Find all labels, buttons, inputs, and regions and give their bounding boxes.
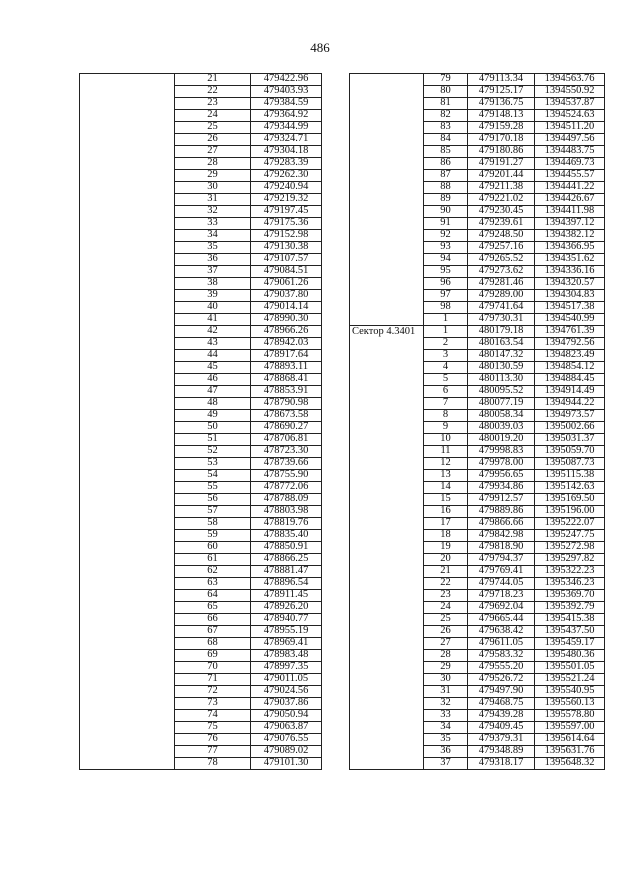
coordinate-y: 1394382.12 xyxy=(535,230,605,242)
coordinate-x: 478772.06 xyxy=(251,482,322,494)
coordinate-y: 1394761.39 xyxy=(535,326,605,338)
coordinate-y: 1395415.38 xyxy=(535,614,605,626)
coordinate-x: 479555.20 xyxy=(468,662,535,674)
coordinate-y: 1394351.62 xyxy=(535,254,605,266)
point-number: 76 xyxy=(175,734,251,746)
coordinate-x: 479024.56 xyxy=(251,686,322,698)
point-number: 6 xyxy=(424,386,468,398)
coordinate-y: 1395196.00 xyxy=(535,506,605,518)
coordinate-x: 480019.20 xyxy=(468,434,535,446)
coordinate-x: 479180.86 xyxy=(468,146,535,158)
coordinate-x: 479136.75 xyxy=(468,98,535,110)
coordinate-x: 479191.27 xyxy=(468,158,535,170)
coordinate-y: 1394397.12 xyxy=(535,218,605,230)
coordinate-x: 478819.76 xyxy=(251,518,322,530)
coordinate-y: 1395247.75 xyxy=(535,530,605,542)
coordinate-x: 479324.71 xyxy=(251,134,322,146)
point-number: 15 xyxy=(424,494,468,506)
coordinate-x: 479152.98 xyxy=(251,230,322,242)
coordinate-y: 1395521.24 xyxy=(535,674,605,686)
point-number: 24 xyxy=(175,110,251,122)
point-number: 26 xyxy=(424,626,468,638)
coordinate-y: 1395031.37 xyxy=(535,434,605,446)
coordinate-x: 478917.64 xyxy=(251,350,322,362)
point-number: 46 xyxy=(175,374,251,386)
coordinate-y: 1394563.76 xyxy=(535,74,605,86)
point-number: 29 xyxy=(424,662,468,674)
coordinate-x: 478723.30 xyxy=(251,446,322,458)
coordinate-y: 1394304.83 xyxy=(535,290,605,302)
point-number: 21 xyxy=(175,74,251,86)
coordinate-y: 1395346.23 xyxy=(535,578,605,590)
coordinate-y: 1394441.22 xyxy=(535,182,605,194)
coordinate-x: 478706.81 xyxy=(251,434,322,446)
point-number: 23 xyxy=(424,590,468,602)
coordinate-x: 478690.27 xyxy=(251,422,322,434)
coordinate-x: 478896.54 xyxy=(251,578,322,590)
coordinate-x: 478911.45 xyxy=(251,590,322,602)
point-number: 90 xyxy=(424,206,468,218)
coordinate-y: 1395222.07 xyxy=(535,518,605,530)
coordinate-x: 479219.32 xyxy=(251,194,322,206)
point-number: 30 xyxy=(175,182,251,194)
point-number: 58 xyxy=(175,518,251,530)
coordinate-y: 1394944.22 xyxy=(535,398,605,410)
coordinate-x: 479283.39 xyxy=(251,158,322,170)
point-number: 27 xyxy=(175,146,251,158)
coordinate-x: 479265.52 xyxy=(468,254,535,266)
coordinate-y: 1394483.75 xyxy=(535,146,605,158)
point-number: 70 xyxy=(175,662,251,674)
coordinate-y: 1395540.95 xyxy=(535,686,605,698)
point-number: 23 xyxy=(175,98,251,110)
point-number: 94 xyxy=(424,254,468,266)
point-number: 92 xyxy=(424,230,468,242)
coordinate-y: 1395142.63 xyxy=(535,482,605,494)
point-number: 65 xyxy=(175,602,251,614)
coordinate-x: 480095.52 xyxy=(468,386,535,398)
point-number: 3 xyxy=(424,350,468,362)
coordinate-x: 479304.18 xyxy=(251,146,322,158)
coordinate-x: 480039.03 xyxy=(468,422,535,434)
coordinate-x: 479497.90 xyxy=(468,686,535,698)
point-number: 72 xyxy=(175,686,251,698)
coordinate-x: 479818.90 xyxy=(468,542,535,554)
coordinate-x: 478850.91 xyxy=(251,542,322,554)
coordinate-x: 479061.26 xyxy=(251,278,322,290)
point-number: 17 xyxy=(424,518,468,530)
point-number: 69 xyxy=(175,650,251,662)
coordinate-x: 479014.14 xyxy=(251,302,322,314)
coordinate-x: 480179.18 xyxy=(468,326,535,338)
point-number: 43 xyxy=(175,338,251,350)
point-number: 34 xyxy=(175,230,251,242)
coordinate-x: 478942.03 xyxy=(251,338,322,350)
point-number: 11 xyxy=(424,446,468,458)
point-number: 33 xyxy=(175,218,251,230)
coordinate-x: 479170.18 xyxy=(468,134,535,146)
coordinate-y: 1394823.49 xyxy=(535,350,605,362)
point-number: 49 xyxy=(175,410,251,422)
point-number: 24 xyxy=(424,602,468,614)
coordinate-y: 1395087.73 xyxy=(535,458,605,470)
table-row xyxy=(350,74,605,86)
point-number: 5 xyxy=(424,374,468,386)
point-number: 80 xyxy=(424,86,468,98)
point-number: 33 xyxy=(424,710,468,722)
coordinate-y: 1395392.79 xyxy=(535,602,605,614)
point-number: 29 xyxy=(175,170,251,182)
coordinate-y: 1394973.57 xyxy=(535,410,605,422)
coordinate-y: 1394914.49 xyxy=(535,386,605,398)
point-number: 74 xyxy=(175,710,251,722)
coordinate-x: 479281.46 xyxy=(468,278,535,290)
coordinate-x: 478673.58 xyxy=(251,410,322,422)
coordinate-y: 1394469.73 xyxy=(535,158,605,170)
point-number: 35 xyxy=(175,242,251,254)
coordinate-x: 479076.55 xyxy=(251,734,322,746)
coordinate-x: 479769.41 xyxy=(468,566,535,578)
point-number: 67 xyxy=(175,626,251,638)
coordinate-x: 479384.59 xyxy=(251,98,322,110)
coordinates-table-right xyxy=(349,73,605,770)
coordinate-y: 1395560.13 xyxy=(535,698,605,710)
point-number: 10 xyxy=(424,434,468,446)
point-number: 39 xyxy=(175,290,251,302)
coordinate-y: 1394366.95 xyxy=(535,242,605,254)
coordinate-x: 479344.99 xyxy=(251,122,322,134)
coordinate-x: 479842.98 xyxy=(468,530,535,542)
point-number: 75 xyxy=(175,722,251,734)
point-number: 9 xyxy=(424,422,468,434)
coordinate-y: 1395169.50 xyxy=(535,494,605,506)
coordinate-x: 479050.94 xyxy=(251,710,322,722)
point-number: 16 xyxy=(424,506,468,518)
coordinate-x: 478868.41 xyxy=(251,374,322,386)
coordinate-x: 478739.66 xyxy=(251,458,322,470)
coordinate-y: 1394524.63 xyxy=(535,110,605,122)
point-number: 25 xyxy=(175,122,251,134)
coordinate-y: 1395059.70 xyxy=(535,446,605,458)
point-number: 87 xyxy=(424,170,468,182)
point-number: 83 xyxy=(424,122,468,134)
page-number: 486 xyxy=(310,40,330,55)
coordinate-x: 479289.00 xyxy=(468,290,535,302)
coordinate-x: 479364.92 xyxy=(251,110,322,122)
point-number: 95 xyxy=(424,266,468,278)
point-number: 36 xyxy=(424,746,468,758)
coordinate-x: 478866.25 xyxy=(251,554,322,566)
sector-cell xyxy=(80,74,175,770)
point-number: 53 xyxy=(175,458,251,470)
point-number: 48 xyxy=(175,398,251,410)
coordinate-x: 479866.66 xyxy=(468,518,535,530)
coordinate-x: 479998.83 xyxy=(468,446,535,458)
coordinate-x: 479934.86 xyxy=(468,482,535,494)
point-number: 12 xyxy=(424,458,468,470)
coordinate-x: 479037.86 xyxy=(251,698,322,710)
coordinate-x: 479130.38 xyxy=(251,242,322,254)
point-number: 21 xyxy=(424,566,468,578)
coordinate-x: 479730.31 xyxy=(468,314,535,326)
coordinate-y: 1395480.36 xyxy=(535,650,605,662)
point-number: 40 xyxy=(175,302,251,314)
point-number: 32 xyxy=(175,206,251,218)
coordinate-y: 1395115.38 xyxy=(535,470,605,482)
coordinate-x: 479148.13 xyxy=(468,110,535,122)
coordinate-x: 480058.34 xyxy=(468,410,535,422)
coordinate-x: 479741.64 xyxy=(468,302,535,314)
coordinate-x: 479262.30 xyxy=(251,170,322,182)
coordinate-x: 479889.86 xyxy=(468,506,535,518)
coordinate-x: 478926.20 xyxy=(251,602,322,614)
coordinate-x: 480130.59 xyxy=(468,362,535,374)
point-number: 63 xyxy=(175,578,251,590)
coordinate-x: 479692.04 xyxy=(468,602,535,614)
point-number: 18 xyxy=(424,530,468,542)
coordinate-y: 1394320.57 xyxy=(535,278,605,290)
coordinate-x: 478755.90 xyxy=(251,470,322,482)
point-number: 2 xyxy=(424,338,468,350)
coordinate-x: 479422.96 xyxy=(251,74,322,86)
coordinate-y: 1395501.05 xyxy=(535,662,605,674)
coordinate-x: 479379.31 xyxy=(468,734,535,746)
coordinate-x: 479583.32 xyxy=(468,650,535,662)
sector-cell xyxy=(350,74,424,326)
point-number: 79 xyxy=(424,74,468,86)
coordinate-x: 479468.75 xyxy=(468,698,535,710)
coordinate-y: 1395369.70 xyxy=(535,590,605,602)
point-number: 22 xyxy=(175,86,251,98)
coordinate-x: 479230.45 xyxy=(468,206,535,218)
coordinate-x: 479221.02 xyxy=(468,194,535,206)
coordinate-x: 479273.62 xyxy=(468,266,535,278)
coordinate-x: 479638.42 xyxy=(468,626,535,638)
point-number: 91 xyxy=(424,218,468,230)
coordinate-x: 479239.61 xyxy=(468,218,535,230)
coordinate-x: 479084.51 xyxy=(251,266,322,278)
coordinate-x: 479912.57 xyxy=(468,494,535,506)
point-number: 7 xyxy=(424,398,468,410)
point-number: 42 xyxy=(175,326,251,338)
coordinate-x: 479348.89 xyxy=(468,746,535,758)
coordinate-x: 478966.26 xyxy=(251,326,322,338)
coordinate-x: 479107.57 xyxy=(251,254,322,266)
point-number: 1 xyxy=(424,326,468,338)
coordinate-x: 480147.32 xyxy=(468,350,535,362)
coordinate-x: 479197.45 xyxy=(251,206,322,218)
coordinates-table-left xyxy=(79,73,322,770)
coordinate-x: 479665.44 xyxy=(468,614,535,626)
point-number: 31 xyxy=(175,194,251,206)
coordinate-x: 479956.65 xyxy=(468,470,535,482)
coordinate-y: 1395631.76 xyxy=(535,746,605,758)
point-number: 34 xyxy=(424,722,468,734)
coordinate-x: 479089.02 xyxy=(251,746,322,758)
coordinate-x: 479257.16 xyxy=(468,242,535,254)
point-number: 93 xyxy=(424,242,468,254)
coordinate-y: 1395297.82 xyxy=(535,554,605,566)
table-row xyxy=(80,74,322,86)
coordinate-x: 478790.98 xyxy=(251,398,322,410)
coordinate-y: 1394550.92 xyxy=(535,86,605,98)
point-number: 25 xyxy=(424,614,468,626)
point-number: 64 xyxy=(175,590,251,602)
point-number: 89 xyxy=(424,194,468,206)
coordinate-y: 1394497.56 xyxy=(535,134,605,146)
point-number: 81 xyxy=(424,98,468,110)
table-row xyxy=(350,326,605,338)
point-number: 37 xyxy=(424,758,468,770)
point-number: 31 xyxy=(424,686,468,698)
coordinate-x: 479794.37 xyxy=(468,554,535,566)
point-number: 26 xyxy=(175,134,251,146)
coordinate-x: 478803.98 xyxy=(251,506,322,518)
coordinate-x: 478983.48 xyxy=(251,650,322,662)
point-number: 38 xyxy=(175,278,251,290)
point-number: 45 xyxy=(175,362,251,374)
point-number: 71 xyxy=(175,674,251,686)
point-number: 96 xyxy=(424,278,468,290)
point-number: 77 xyxy=(175,746,251,758)
coordinate-x: 479101.30 xyxy=(251,758,322,770)
point-number: 14 xyxy=(424,482,468,494)
coordinate-x: 479113.34 xyxy=(468,74,535,86)
point-number: 51 xyxy=(175,434,251,446)
coordinate-x: 478997.35 xyxy=(251,662,322,674)
point-number: 28 xyxy=(175,158,251,170)
coordinate-x: 479978.00 xyxy=(468,458,535,470)
coordinate-x: 478881.47 xyxy=(251,566,322,578)
coordinate-x: 479240.94 xyxy=(251,182,322,194)
coordinate-x: 479175.36 xyxy=(251,218,322,230)
point-number: 82 xyxy=(424,110,468,122)
coordinate-x: 479211.38 xyxy=(468,182,535,194)
coordinate-x: 479011.05 xyxy=(251,674,322,686)
point-number: 73 xyxy=(175,698,251,710)
coordinate-x: 479744.05 xyxy=(468,578,535,590)
coordinate-x: 479248.50 xyxy=(468,230,535,242)
point-number: 60 xyxy=(175,542,251,554)
coordinate-y: 1394854.12 xyxy=(535,362,605,374)
point-number: 62 xyxy=(175,566,251,578)
coordinate-y: 1395614.64 xyxy=(535,734,605,746)
coordinate-x: 478990.30 xyxy=(251,314,322,326)
coordinate-x: 479201.44 xyxy=(468,170,535,182)
sector-label: Сектор 4.3401 xyxy=(350,326,424,770)
coordinate-y: 1395002.66 xyxy=(535,422,605,434)
coordinate-y: 1394884.45 xyxy=(535,374,605,386)
coordinate-y: 1394511.20 xyxy=(535,122,605,134)
coordinate-x: 480163.54 xyxy=(468,338,535,350)
coordinate-x: 479409.45 xyxy=(468,722,535,734)
point-number: 57 xyxy=(175,506,251,518)
coordinate-y: 1394540.99 xyxy=(535,314,605,326)
coordinate-y: 1394426.67 xyxy=(535,194,605,206)
point-number: 98 xyxy=(424,302,468,314)
coordinate-x: 478969.41 xyxy=(251,638,322,650)
coordinate-x: 479063.87 xyxy=(251,722,322,734)
point-number: 78 xyxy=(175,758,251,770)
point-number: 41 xyxy=(175,314,251,326)
coordinate-x: 480077.19 xyxy=(468,398,535,410)
coordinate-y: 1394517.38 xyxy=(535,302,605,314)
coordinate-x: 479037.80 xyxy=(251,290,322,302)
coordinate-x: 478788.09 xyxy=(251,494,322,506)
point-number: 66 xyxy=(175,614,251,626)
point-number: 85 xyxy=(424,146,468,158)
point-number: 47 xyxy=(175,386,251,398)
coordinate-x: 480113.30 xyxy=(468,374,535,386)
coordinate-y: 1394792.56 xyxy=(535,338,605,350)
point-number: 13 xyxy=(424,470,468,482)
coordinate-x: 478893.11 xyxy=(251,362,322,374)
coordinate-x: 479526.72 xyxy=(468,674,535,686)
point-number: 8 xyxy=(424,410,468,422)
point-number: 88 xyxy=(424,182,468,194)
point-number: 97 xyxy=(424,290,468,302)
point-number: 68 xyxy=(175,638,251,650)
coordinate-y: 1395322.23 xyxy=(535,566,605,578)
coordinate-x: 479125.17 xyxy=(468,86,535,98)
point-number: 61 xyxy=(175,554,251,566)
point-number: 44 xyxy=(175,350,251,362)
coordinate-y: 1395272.98 xyxy=(535,542,605,554)
point-number: 56 xyxy=(175,494,251,506)
coordinate-y: 1394336.16 xyxy=(535,266,605,278)
coordinate-x: 479611.05 xyxy=(468,638,535,650)
point-number: 30 xyxy=(424,674,468,686)
point-number: 1 xyxy=(424,314,468,326)
coordinate-y: 1394455.57 xyxy=(535,170,605,182)
coordinate-x: 479159.28 xyxy=(468,122,535,134)
coordinate-x: 479403.93 xyxy=(251,86,322,98)
point-number: 20 xyxy=(424,554,468,566)
coordinate-y: 1394537.87 xyxy=(535,98,605,110)
coordinate-x: 478955.19 xyxy=(251,626,322,638)
coordinate-x: 478853.91 xyxy=(251,386,322,398)
point-number: 35 xyxy=(424,734,468,746)
point-number: 4 xyxy=(424,362,468,374)
point-number: 32 xyxy=(424,698,468,710)
coordinate-x: 478835.40 xyxy=(251,530,322,542)
point-number: 59 xyxy=(175,530,251,542)
coordinate-y: 1395437.50 xyxy=(535,626,605,638)
point-number: 36 xyxy=(175,254,251,266)
coordinate-x: 478940.77 xyxy=(251,614,322,626)
point-number: 52 xyxy=(175,446,251,458)
point-number: 27 xyxy=(424,638,468,650)
coordinate-y: 1394411.98 xyxy=(535,206,605,218)
coordinate-y: 1395648.32 xyxy=(535,758,605,770)
point-number: 50 xyxy=(175,422,251,434)
point-number: 55 xyxy=(175,482,251,494)
coordinate-x: 479318.17 xyxy=(468,758,535,770)
point-number: 37 xyxy=(175,266,251,278)
point-number: 84 xyxy=(424,134,468,146)
coordinate-x: 479439.28 xyxy=(468,710,535,722)
point-number: 54 xyxy=(175,470,251,482)
point-number: 28 xyxy=(424,650,468,662)
coordinate-y: 1395459.17 xyxy=(535,638,605,650)
coordinate-x: 479718.23 xyxy=(468,590,535,602)
point-number: 19 xyxy=(424,542,468,554)
coordinate-y: 1395578.80 xyxy=(535,710,605,722)
point-number: 22 xyxy=(424,578,468,590)
point-number: 86 xyxy=(424,158,468,170)
coordinate-y: 1395597.00 xyxy=(535,722,605,734)
